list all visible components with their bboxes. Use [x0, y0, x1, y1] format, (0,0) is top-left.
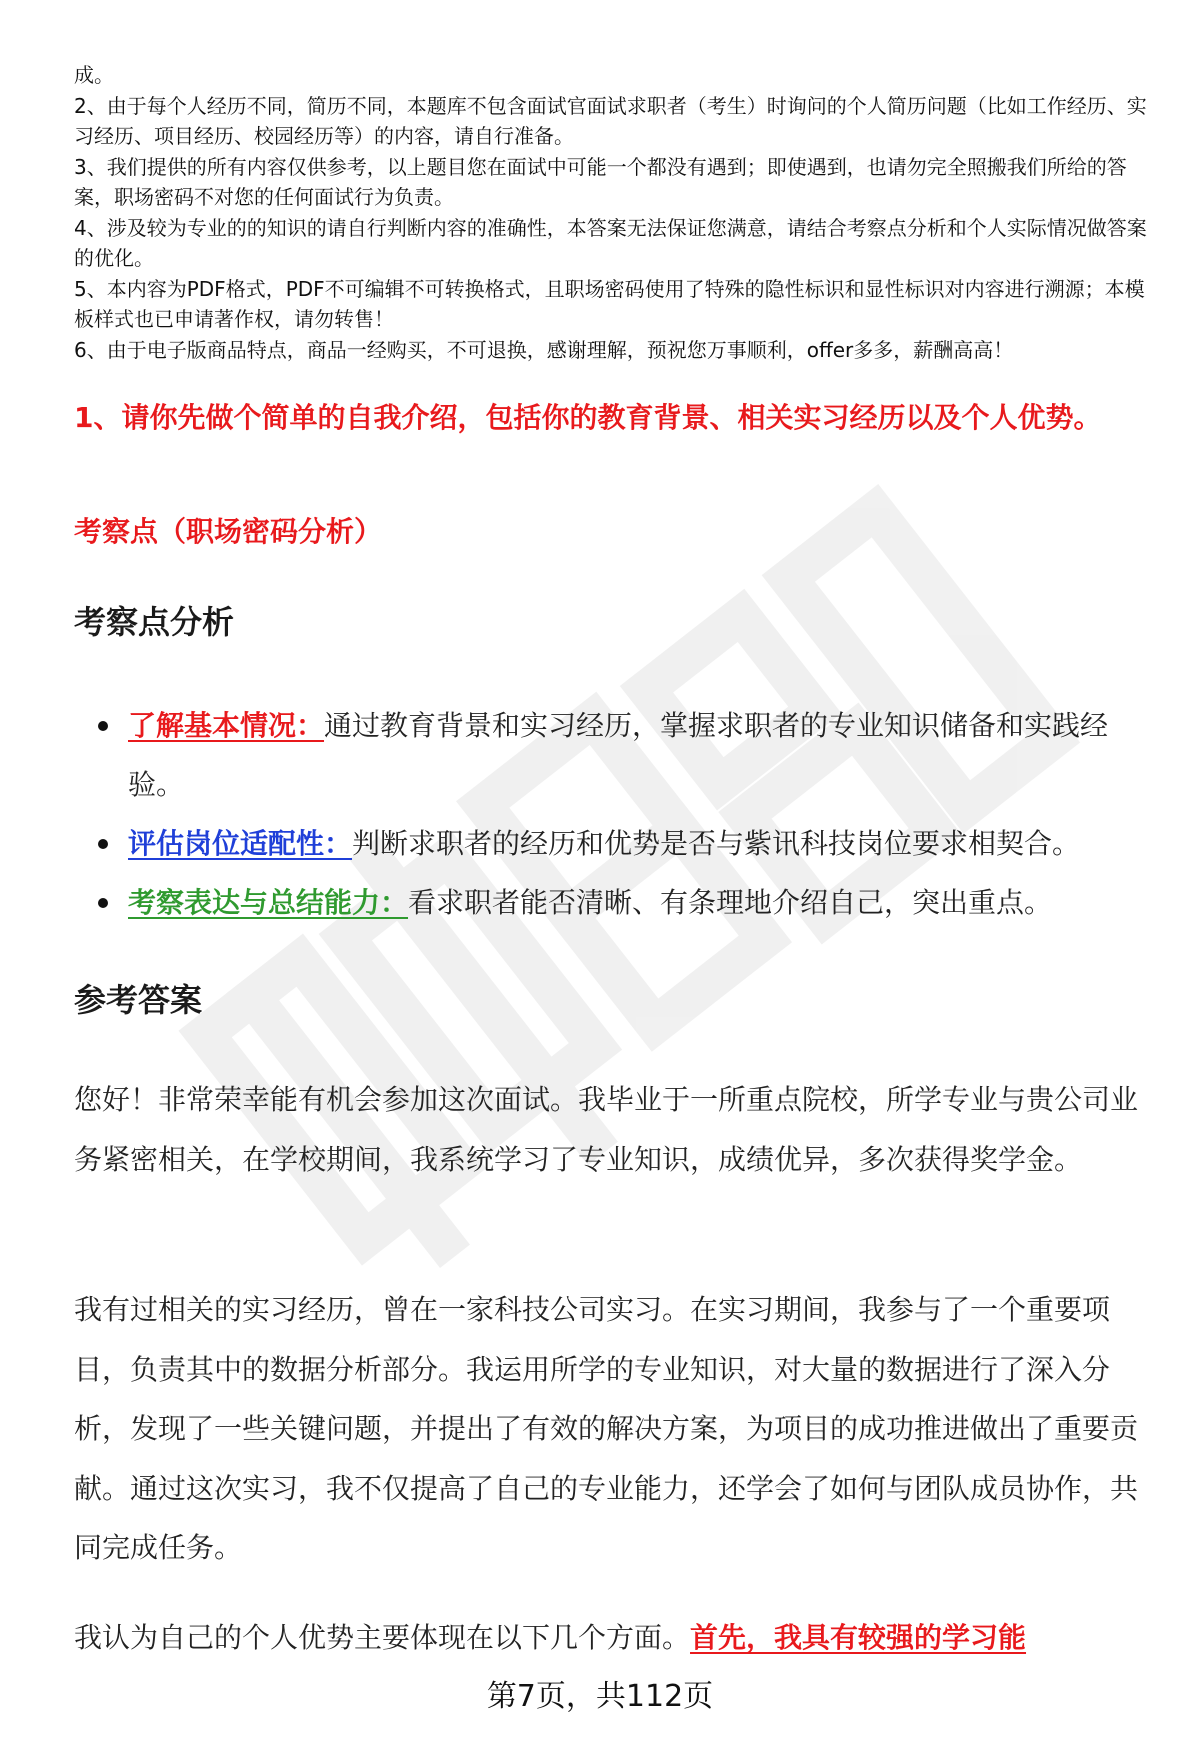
question-title: 1、请你先做个简单的自我介绍，包括你的教育背景、相关实习经历以及个人优势。 — [74, 401, 1102, 434]
answer-paragraph: 我有过相关的实习经历，曾在一家科技公司实习。在实习期间，我参与了一个重要项目，负责其中的数据分析部分。我运用所学的专业知识，对大量的数据进行了深入分析，发现了一些关键问题，并提出了有效的解决方案，为项目的成功推进做出了重要贡献。通过这次实习，我不仅提高了自己的专业能力，还学会了如何与团队成员协作，共同完成任务。 — [74, 1293, 1139, 1564]
answer-paragraph — [74, 1608, 1154, 1668]
answer-heading: 参考答案 — [74, 981, 203, 1019]
bullet-text: 看求职者能否清晰、有条理地介绍自己，突出重点。 — [408, 886, 1053, 919]
bullet-label: 了解基本情况： — [128, 709, 325, 742]
analysis-heading: 考察点分析 — [74, 603, 235, 641]
paragraph-text: 我认为自己的个人优势主要体现在以下几个方面。 — [74, 1621, 691, 1654]
disclaimer-notes — [74, 60, 1154, 365]
answer-paragraph: 您好！非常荣幸能有机会参加这次面试。我毕业于一所重点院校，所学专业与贵公司业务紧密相关，在学校期间，我系统学习了专业知识，成绩优异，多次获得奖学金。 — [74, 1083, 1139, 1176]
bullet-label: 考察表达与总结能力： — [128, 886, 409, 919]
bullet-text: 判断求职者的经历和优势是否与紫讯科技岗位要求相契合。 — [352, 827, 1081, 860]
note-line: 5、本内容为PDF格式，PDF不可编辑不可转换格式，且职场密码使用了特殊的隐性标识和显性标识对内容进行溯源；本模板样式也已申请著作权，请勿转售！ — [74, 276, 1145, 331]
note-line: 6、由于电子版商品特点，商品一经购买，不可退换，感谢理解，预祝您万事顺利，offer多多，薪酬高高！ — [74, 337, 1014, 362]
bullet-label: 评估岗位适配性： — [128, 827, 353, 860]
question-subtitle: 考察点（职场密码分析） — [74, 515, 383, 548]
note-line: 2、由于每个人经历不同，简历不同，本题库不包含面试官面试求职者（考生）时询问的个人简历问题（比如工作经历、实习经历、项目经历、校园经历等）的内容，请自行准备。 — [74, 93, 1147, 148]
note-line: 成。 — [74, 63, 114, 87]
note-line: 3、我们提供的所有内容仅供参考，以上题目您在面试中可能一个都没有遇到；即使遇到，也请勿完全照搬我们所给的答案，职场密码不对您的任何面试行为负责。 — [74, 154, 1127, 209]
note-line: 4、涉及较为专业的的知识的请自行判断内容的准确性，本答案无法保证您满意，请结合考察点分析和个人实际情况做答案的优化。 — [74, 215, 1147, 270]
list-item — [74, 873, 1154, 932]
list-item — [74, 696, 1154, 814]
bullet-text: 通过教育背景和实习经历，掌握求职者的专业知识储备和实践经验。 — [128, 709, 1109, 801]
emphasis-text: 首先，我具有较强的学习能 — [690, 1621, 1027, 1654]
analysis-bullet-list — [74, 696, 1154, 932]
list-item — [74, 814, 1154, 873]
page-number: 第7页，共112页 — [486, 1679, 714, 1714]
